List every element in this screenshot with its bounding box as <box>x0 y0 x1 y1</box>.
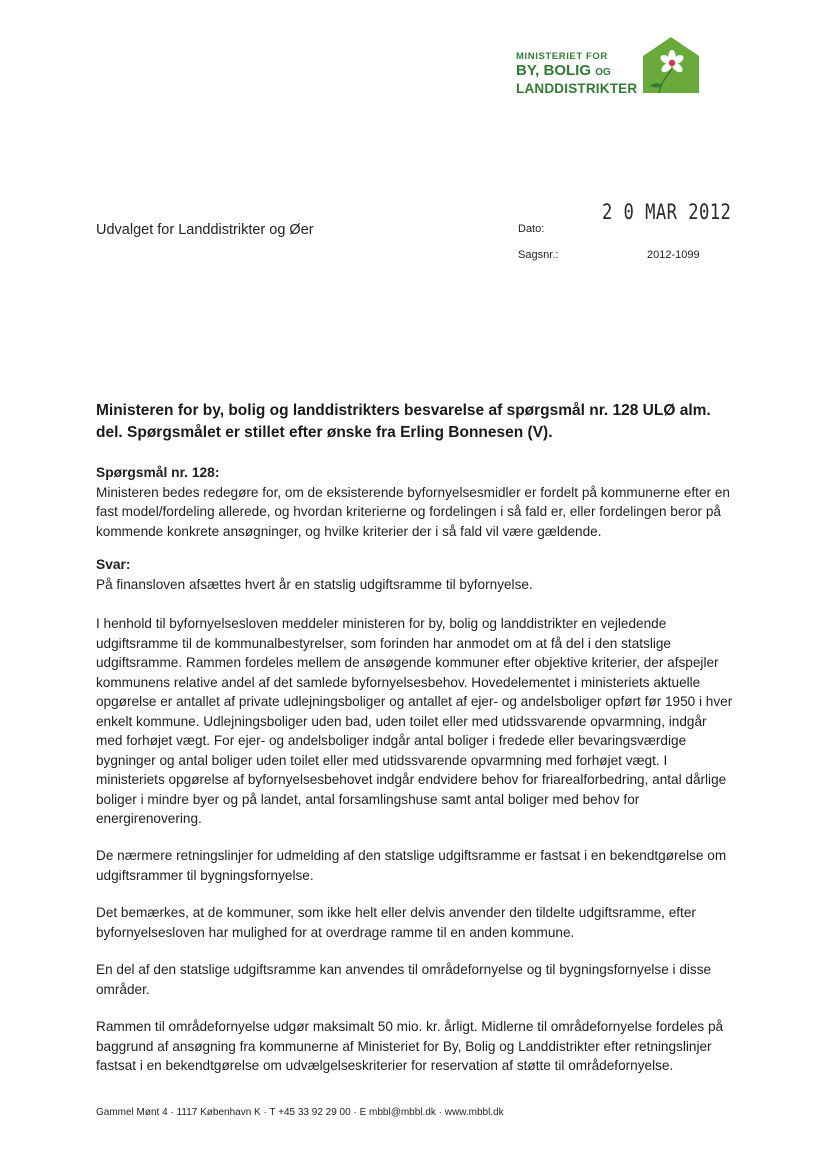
answer-paragraph-5: En del af den statslige udgiftsramme kan anvendes til områdefornyelse og til bygningsfornyelse i disse områder. <box>96 962 712 997</box>
logo-line-ministeriet: MINISTERIET FOR <box>516 51 608 62</box>
answer-paragraph-1: På finansloven afsættes hvert år en statslig udgiftsramme til byfornyelse. <box>96 576 533 592</box>
logo-by-bolig-text: BY, BOLIG <box>516 62 592 79</box>
answer-heading: Svar: <box>96 557 131 572</box>
document-title: Ministeren for by, bolig og landdistrikters besvarelse af spørgsmål nr. 128 ULØ alm. del. Spørgsmålet er stillet efter ønske fra Erling Bonnesen (V). <box>96 402 711 441</box>
logo-line-by-bolig <box>516 63 646 81</box>
question-heading: Spørgsmål nr. 128: <box>96 465 220 480</box>
date-label: Dato: <box>518 223 545 235</box>
recipient: Udvalget for Landdistrikter og Øer <box>96 222 314 238</box>
answer-paragraph-6: Rammen til områdefornyelse udgør maksimalt 50 mio. kr. årligt. Midlerne til områdefornyelse fordeles på baggrund af ansøgning fra kommunerne af Ministeriet for By, Bolig og Landdistrikter efter retningslinjer fastsat i en bekendtgørelse om udvælgelseskriterier for reservation af støtte til områdefornyelse. <box>96 1019 724 1073</box>
question-section <box>96 463 736 541</box>
answer-paragraph-3: De nærmere retningslinjer for udmelding af den statslige udgiftsramme er fastsat i en bekendtgørelse om udgiftsrammer til bygningsfornyelse. <box>96 848 727 883</box>
ministry-logo-text <box>516 51 646 97</box>
answer-paragraph-4: Det bemærkes, at de kommuner, som ikke helt eller delvis anvender den tildelte udgiftsramme, efter byfornyelsesloven har mulighed for at overdrage ramme til en anden kommune. <box>96 905 696 940</box>
question-text: Ministeren bedes redegøre for, om de eksisterende byfornyelsesmidler er fordelt på kommunerne efter en fast model/fordeling allerede, og hvordan kriterierne og fordelingen i så fald er, eller fordelingen beror på kommende konkrete ansøgninger, og hvilke kriterier der i så fald vil være gældende. <box>96 484 730 539</box>
date-stamp: 2 0 MAR 2012 <box>602 200 732 224</box>
sagsnr-value: 2012-1099 <box>647 249 700 261</box>
answer-paragraph-2: I henhold til byfornyelsesloven meddeler ministeren for by, bolig og landdistrikter en vejledende udgiftsramme til de kommunalbestyrelser, som forinden har anmodet om at få del i den statslige udgiftsramme. Rammen fordeles mellem de ansøgende kommuner efter objektive kriterier, der afspejler kommunens relative andel af det samlede byfornyelsesbehov. Hovedelementet i ministeriets aktuelle opgørelse er antallet af private udlejningsboliger og antallet af ejer- og andelsboliger opført før 1950 i hver enkelt kommune. Udlejningsboliger uden bad, uden toilet eller med utidssvarende opvarmning, indgår med forhøjet vægt. For ejer- og andelsboliger indgår antal boliger i fredede eller bevaringsværdige bygninger og antal boliger uden toilet eller med utidssvarende opvarmning med forhøjet vægt. I ministeriets opgørelse af byfornyelsesbehovet indgår endvidere behov for friarealforbedring, antal dårlige boliger i mindre byer og på landet, antal forsamlingshuse samt antal boliger med behov for energirenovering. <box>96 616 733 826</box>
footer-address: Gammel Mønt 4 · 1117 København K · T +45 33 92 29 00 · E mbbl@mbbl.dk · www.mbbl.dk <box>96 1107 504 1118</box>
logo-og-text: OG <box>595 67 611 78</box>
logo-line-landdistrikter: LANDDISTRIKTER <box>516 81 638 96</box>
answer-section <box>96 555 736 594</box>
house-with-flower-icon <box>641 36 701 94</box>
sagsnr-label: Sagsnr.: <box>518 249 559 261</box>
